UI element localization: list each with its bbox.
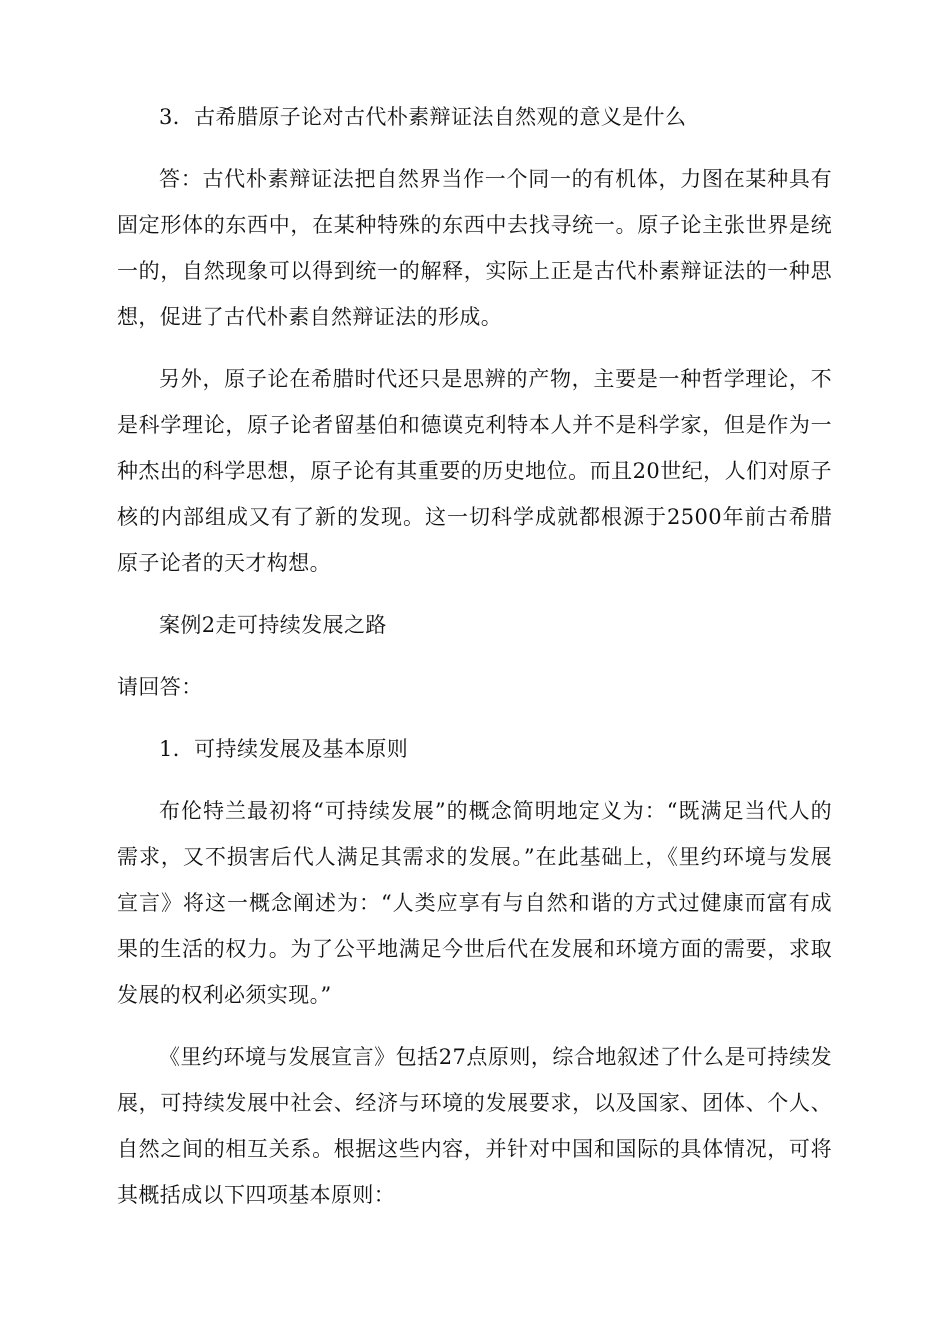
question-1-answer-continuation: 《里约环境与发展宣言》包括27点原则，综合地叙述了什么是可持续发展，可持续发展中社会、经济与环境的发展要求，以及国家、团体、个人、自然之间的相互关系。根据这些内容，并针对中国和国际的具体情况，可将其概括成以下四项基本原则： (117, 1045, 832, 1207)
question-1-heading: 1．可持续发展及基本原则 (159, 737, 409, 761)
question-3-answer-continuation: 另外，原子论在希腊时代还只是思辨的产物，主要是一种哲学理论，不是科学理论，原子论者留基伯和德谟克利特本人并不是科学家，但是作为一种杰出的科学思想，原子论有其重要的历史地位。而且20世纪，人们对原子核的内部组成又有了新的发现。这一切科学成就都根源于2500年前古希腊原子论者的天才构想。 (117, 367, 832, 575)
question-3-answer-paragraph: 答：古代朴素辩证法把自然界当作一个同一的有机体，力图在某种具有固定形体的东西中，在某种特殊的东西中去找寻统一。原子论主张世界是统一的，自然现象可以得到统一的解释，实际上正是古代朴素辩证法的一种思想，促进了古代朴素自然辩证法的形成。 (117, 167, 832, 329)
question-3-heading: 3．古希腊原子论对古代朴素辩证法自然观的意义是什么 (159, 105, 687, 129)
case-2-title: 案例2走可持续发展之路 (159, 613, 387, 637)
document-body (117, 94, 832, 1234)
question-1-answer-paragraph: 布伦特兰最初将“可持续发展”的概念简明地定义为：“既满足当代人的需求，又不损害后代人满足其需求的发展。”在此基础上，《里约环境与发展宣言》将这一概念阐述为：“人类应享有与自然和谐的方式过健康而富有成果的生活的权力。为了公平地满足今世后代在发展和环境方面的需要，求取发展的权利必须实现。” (117, 799, 832, 1007)
please-answer-label: 请回答： (117, 675, 203, 699)
